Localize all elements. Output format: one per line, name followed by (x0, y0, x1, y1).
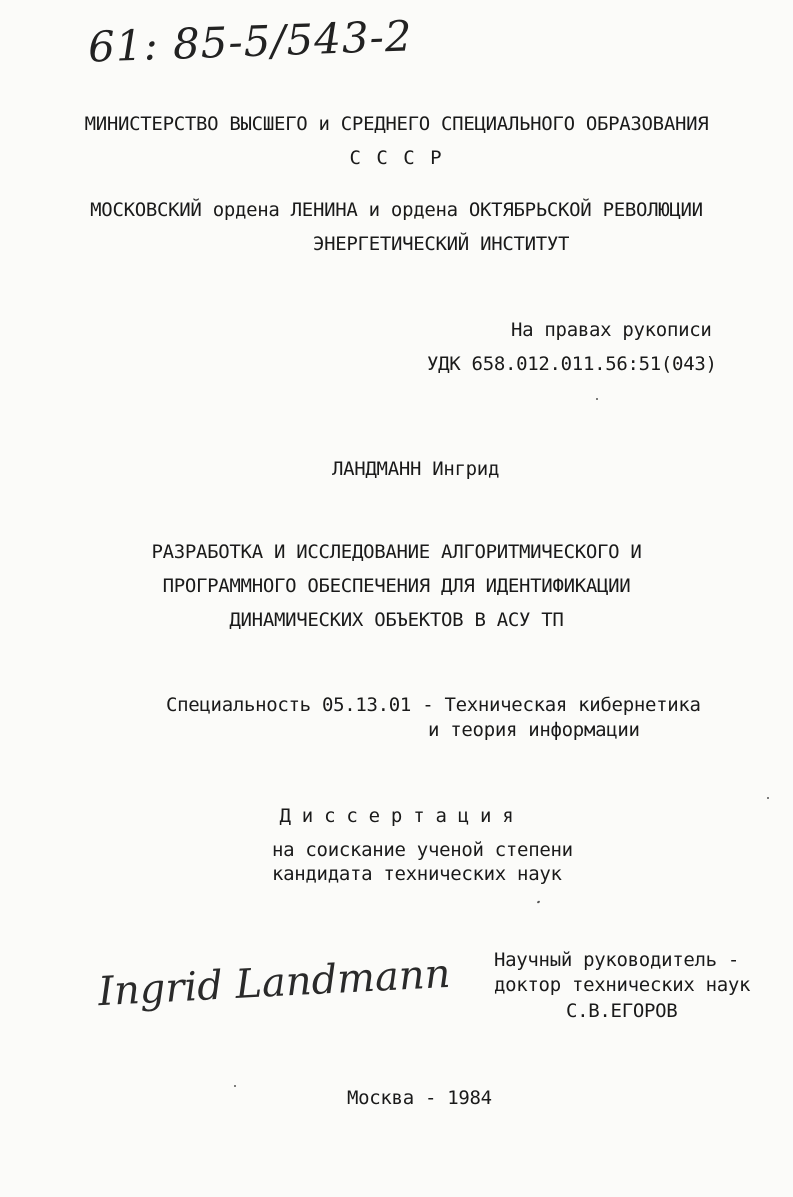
paper-speck (596, 398, 598, 400)
specialty-line-1: Специальность 05.13.01 - Техническая кибернетика (166, 694, 701, 716)
paper-speck (537, 900, 541, 903)
supervisor-role: Научный руководитель - (494, 949, 740, 971)
country-heading: С С С Р (349, 147, 444, 169)
paper-speck (767, 797, 769, 799)
institute-line-2: ЭНЕРГЕТИЧЕСКИЙ ИНСТИТУТ (313, 233, 570, 255)
supervisor-name: С.В.ЕГОРОВ (566, 1000, 678, 1022)
degree-line-2: кандидата технических наук (272, 863, 562, 885)
title-line-3: ДИНАМИЧЕСКИХ ОБЪЕКТОВ В АСУ ТП (229, 609, 564, 631)
specialty-line-2: и теория информации (428, 719, 640, 741)
title-line-2: ПРОГРАММНОГО ОБЕСПЕЧЕНИЯ ДЛЯ ИДЕНТИФИКАЦИИ (162, 575, 631, 597)
degree-line-1: на соискание ученой степени (272, 839, 573, 861)
institute-line-1: МОСКОВСКИЙ ордена ЛЕНИНА и ордена ОКТЯБРЬСКОЙ РЕВОЛЮЦИИ (90, 199, 703, 221)
archive-code-handwritten: 61: 85-5/543-2 (87, 11, 414, 72)
place-year: Москва - 1984 (347, 1087, 492, 1109)
author-name: ЛАНДМАНН Ингрид (332, 458, 500, 480)
udc-code: УДК 658.012.011.56:51(043) (427, 353, 717, 375)
supervisor-degree: доктор технических наук (494, 974, 751, 996)
ministry-heading: МИНИСТЕРСТВО ВЫСШЕГО и СРЕДНЕГО СПЕЦИАЛЬНОГО ОБРАЗОВАНИЯ (84, 113, 709, 135)
dissertation-label: Д и с с е р т а ц и я (279, 805, 514, 827)
manuscript-rights: На правах рукописи (511, 319, 712, 341)
author-signature: Ingrid Landmann (97, 950, 452, 1016)
paper-speck (234, 1085, 236, 1087)
title-line-1: РАЗРАБОТКА И ИССЛЕДОВАНИЕ АЛГОРИТМИЧЕСКОГО И (151, 541, 642, 563)
